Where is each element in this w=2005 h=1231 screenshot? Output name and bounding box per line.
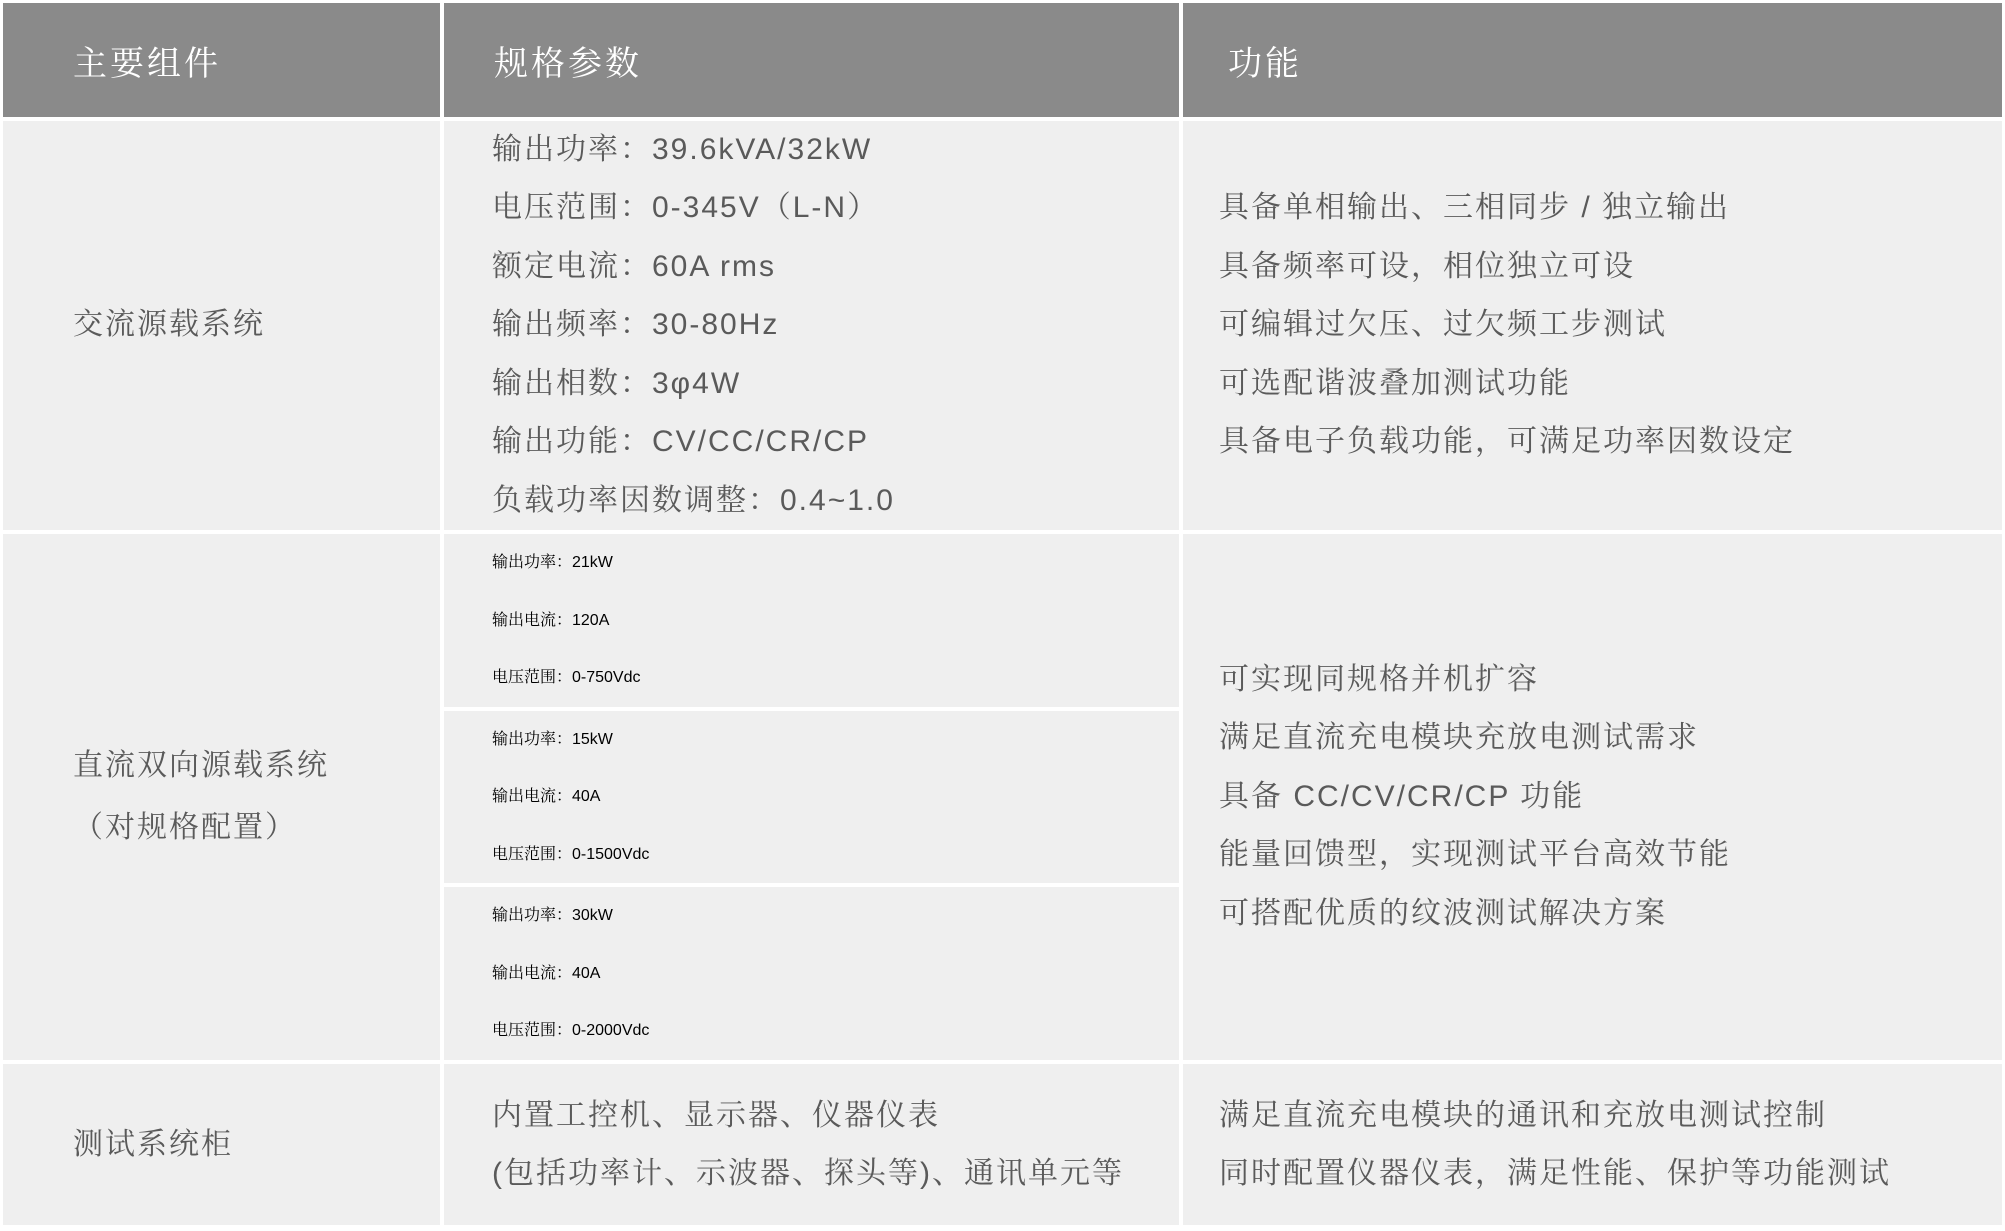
spec-line: 电压范围：0-1500Vdc (492, 845, 650, 863)
spec-line: 输出功率：15kW (492, 730, 613, 748)
spec-line: 输出功率：21kW (492, 554, 613, 572)
spec-line: 内置工控机、显示器、仪器仪表 (492, 1098, 940, 1132)
header-functions (1183, 3, 2002, 117)
spec-line: 输出频率：30-80Hz (492, 308, 780, 342)
function-line: 具备电子负载功能，可满足功率因数设定 (1219, 425, 1795, 459)
function-line: 具备单相输出、三相同步 / 独立输出 (1219, 191, 1731, 225)
spec-table (3, 3, 2002, 1225)
function-line: 可搭配优质的纹波测试解决方案 (1219, 896, 1667, 930)
spec-line: 负载功率因数调整：0.4~1.0 (492, 483, 895, 517)
row-cabinet-component-label (3, 1064, 440, 1225)
spec-line: 输出电流：120A (492, 611, 610, 629)
header-functions-label: 功能 (1228, 44, 1302, 83)
function-line: 可编辑过欠压、过欠频工步测试 (1219, 308, 1667, 342)
spec-line: 输出功率：39.6kVA/32kW (492, 132, 873, 166)
row-ac-component-cell (3, 121, 440, 530)
row-dc-spec-group-3 (444, 887, 1179, 1060)
component-label-line: 测试系统柜 (73, 1127, 233, 1161)
row-dc-spec-group-2 (444, 711, 1179, 884)
row-ac-functions-cell (1183, 121, 2002, 530)
row-cabinet-specs-cell (444, 1064, 1179, 1225)
function-line: 满足直流充电模块充放电测试需求 (1219, 721, 1699, 755)
row-ac-specs-cell (444, 121, 1179, 530)
component-label-line: 交流源载系统 (73, 308, 265, 342)
function-line: 满足直流充电模块的通讯和充放电测试控制 (1219, 1098, 1827, 1132)
function-line: 具备频率可设，相位独立可设 (1219, 249, 1635, 283)
component-label-line: （对规格配置） (73, 811, 297, 844)
function-line: 可实现同规格并机扩容 (1219, 662, 1539, 696)
header-main-components (3, 3, 440, 117)
spec-line: 输出相数：3φ4W (492, 366, 742, 400)
row-cabinet-functions-cell (1183, 1064, 2002, 1225)
header-spec-params-label: 规格参数 (494, 44, 642, 83)
spec-line: 输出电流：40A (492, 964, 601, 982)
function-line: 同时配置仪器仪表，满足性能、保护等功能测试 (1219, 1156, 1891, 1190)
row-dc-component-cell (3, 534, 440, 1060)
row-dc-function-list (1183, 534, 2002, 1060)
row-ac-spec-list (444, 121, 1179, 530)
row-dc-spec-group-1 (444, 534, 1179, 707)
row-cabinet-spec-list (444, 1064, 1179, 1225)
spec-line: 额定电流：60A rms (492, 249, 777, 283)
component-label-line: 直流双向源载系统 (73, 749, 329, 782)
spec-line: (包括功率计、示波器、探头等)、通讯单元等 (492, 1156, 1124, 1190)
function-line: 能量回馈型，实现测试平台高效节能 (1219, 838, 1731, 872)
row-cabinet-component-cell (3, 1064, 440, 1225)
spec-line: 输出电流：40A (492, 788, 601, 806)
header-main-components-label: 主要组件 (73, 44, 221, 83)
row-ac-component-label (3, 121, 440, 530)
spec-line: 电压范围：0-345V（L-N） (492, 191, 880, 225)
row-dc-component-label (3, 534, 440, 1060)
spec-line: 输出功率：30kW (492, 907, 613, 925)
spec-line: 输出功能：CV/CC/CR/CP (492, 425, 870, 459)
spec-line: 电压范围：0-750Vdc (492, 669, 641, 687)
spec-line: 电压范围：0-2000Vdc (492, 1022, 650, 1040)
row-cabinet-function-list (1183, 1064, 2002, 1225)
function-line: 具备 CC/CV/CR/CP 功能 (1219, 779, 1585, 813)
row-dc-functions-cell (1183, 534, 2002, 1060)
row-dc-specs-cell (444, 534, 1179, 1060)
row-ac-function-list (1183, 121, 2002, 530)
header-spec-params (444, 3, 1179, 117)
function-line: 可选配谐波叠加测试功能 (1219, 366, 1571, 400)
